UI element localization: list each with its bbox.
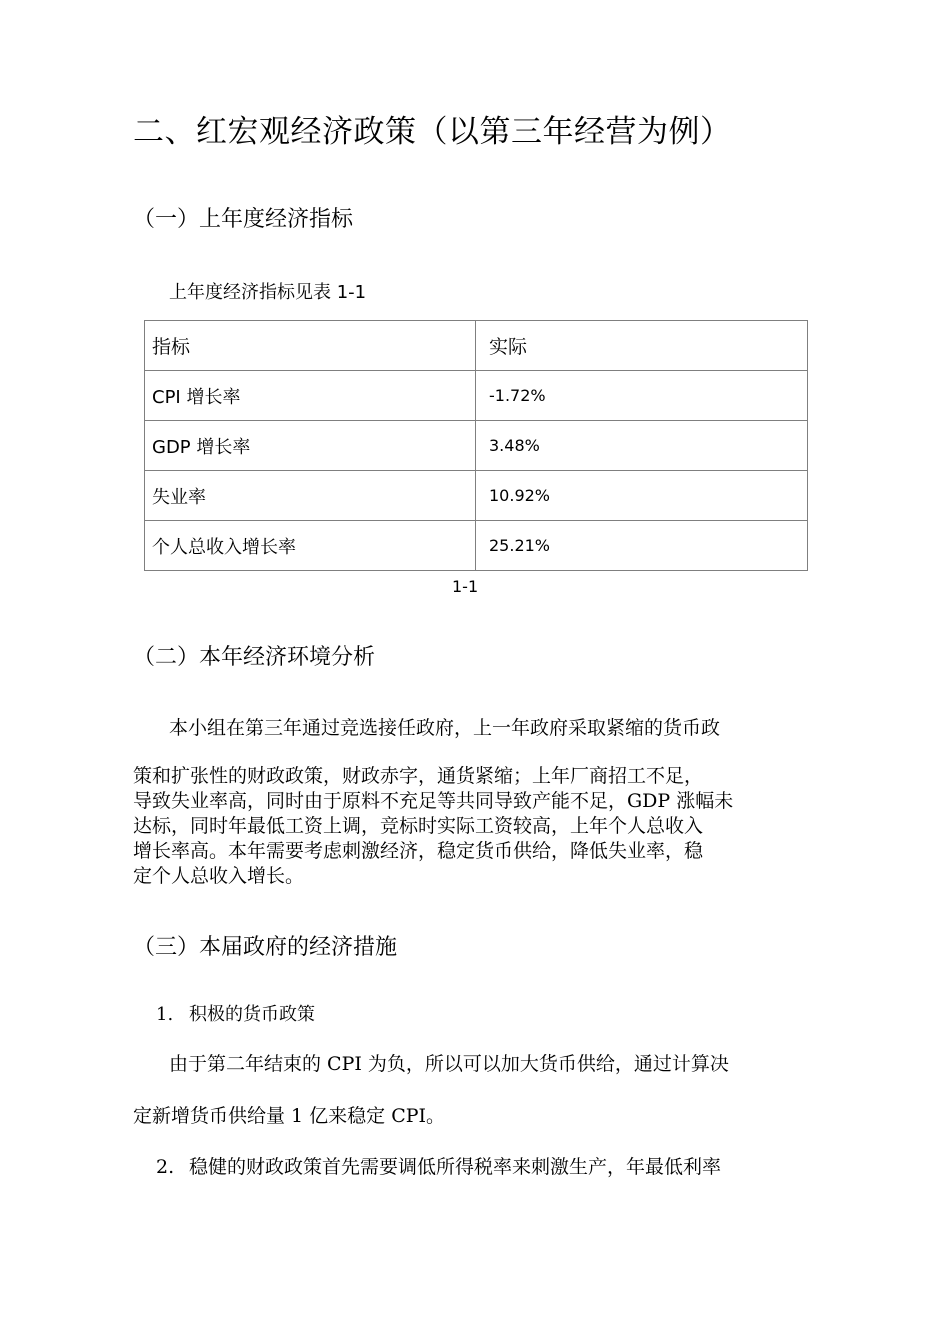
table-row — [145, 521, 808, 571]
table-header-cell: 实际 — [476, 321, 808, 371]
paragraph-line: 导致失业率高，同时由于原料不充足等共同导致产能不足，GDP 涨幅未 — [133, 790, 734, 812]
indicator-table — [144, 320, 808, 571]
section-title-analysis: （二）本年经济环境分析 — [133, 645, 376, 670]
paragraph-line: 本小组在第三年通过竞选接任政府，上一年政府采取紧缩的货币政 — [169, 717, 721, 739]
table-cell: 25.21% — [476, 521, 808, 571]
paragraph-line: 定个人总收入增长。 — [133, 865, 305, 887]
list-item-text: 积极的货币政策 — [189, 1004, 315, 1025]
table-cell: -1.72% — [476, 371, 808, 421]
paragraph-line: 策和扩张性的财政政策，财政赤字，通货紧缩；上年厂商招工不足， — [133, 765, 704, 787]
table-cell: GDP 增长率 — [145, 421, 476, 471]
page-title: 二、红宏观经济政策（以第三年经营为例） — [133, 114, 732, 150]
table-row — [145, 421, 808, 471]
list-item-number: 2. — [156, 1156, 175, 1178]
table-row — [145, 471, 808, 521]
section-title-measures: （三）本届政府的经济措施 — [133, 935, 398, 960]
table-row — [145, 371, 808, 421]
list-item — [156, 1000, 315, 1026]
list-item — [156, 1152, 721, 1179]
table-cell: 3.48% — [476, 421, 808, 471]
table-cell: 失业率 — [145, 471, 476, 521]
table-caption: 上年度经济指标见表 1-1 — [169, 282, 367, 303]
table-header-row — [145, 321, 808, 371]
paragraph-line: 达标，同时年最低工资上调，竞标时实际工资较高，上年个人总收入 — [133, 815, 704, 837]
list-item-number: 1. — [156, 1004, 174, 1025]
section-title-indicators: （一）上年度经济指标 — [133, 207, 354, 232]
table-header-cell: 指标 — [145, 321, 476, 371]
table-number-note: 1-1 — [452, 577, 479, 596]
paragraph-line: 由于第二年结束的 CPI 为负，所以可以加大货币供给，通过计算决 — [169, 1053, 729, 1075]
list-item-text: 稳健的财政政策首先需要调低所得税率来刺激生产，年最低利率 — [189, 1156, 722, 1178]
paragraph-line: 增长率高。本年需要考虑刺激经济，稳定货币供给，降低失业率，稳 — [133, 840, 704, 862]
analysis-paragraph — [133, 764, 833, 889]
paragraph-line: 定新增货币供给量 1 亿来稳定 CPI。 — [133, 1105, 446, 1127]
table-cell: 10.92% — [476, 471, 808, 521]
table-cell: CPI 增长率 — [145, 371, 476, 421]
table-cell: 个人总收入增长率 — [145, 521, 476, 571]
